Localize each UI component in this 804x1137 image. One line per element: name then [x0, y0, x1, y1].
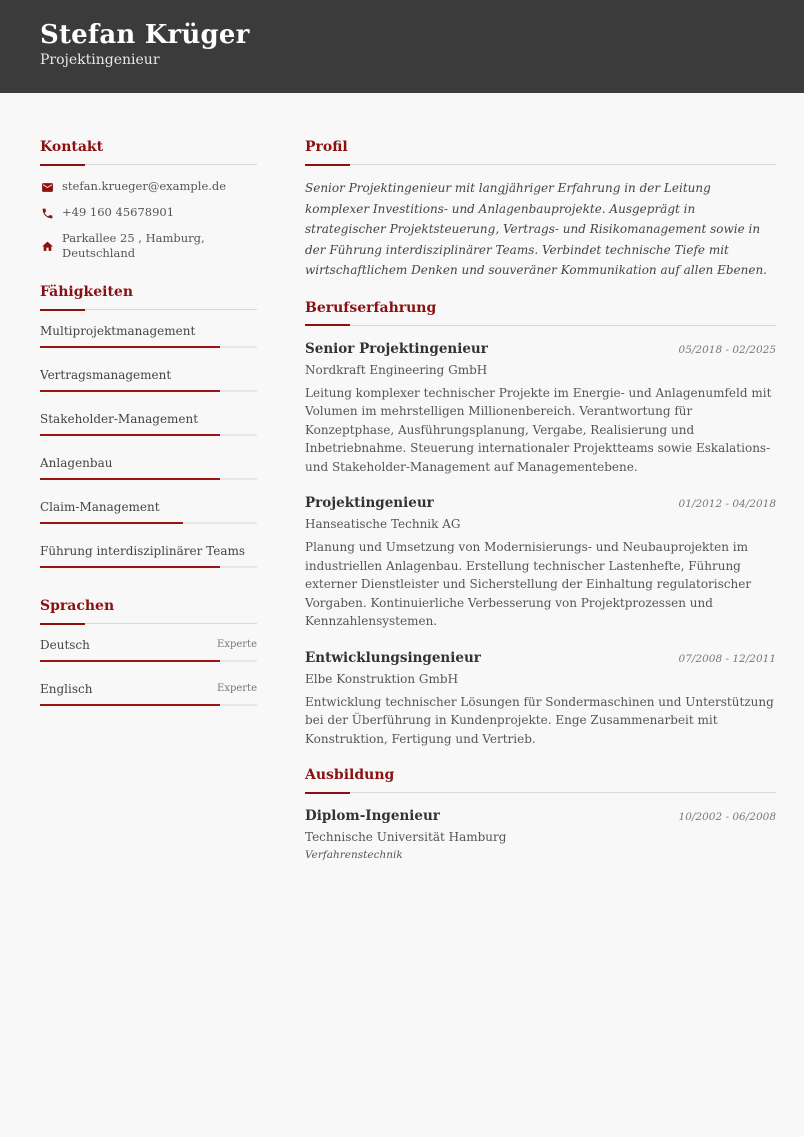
- address-text: Parkallee 25 , Hamburg, Deutschland: [62, 231, 205, 260]
- skill-item: [40, 411, 257, 455]
- language-item: [40, 681, 257, 725]
- email-link[interactable]: stefan.krueger@example.de: [62, 179, 227, 193]
- skill-label: Führung interdisziplinärer Teams: [40, 544, 246, 558]
- job-title: Entwicklungsingenieur: [305, 649, 481, 666]
- resume-body: [0, 93, 804, 881]
- experience-item: [305, 493, 776, 631]
- contact-list: [40, 179, 257, 261]
- skill-bar-fill: [40, 478, 220, 480]
- job-description: Planung und Umsetzung von Modernisierungs- und Neubauprojekten im industriellen Anlagenbau. Erstellung technischer Lastenhefte, Führung externer Dienstleister und Sicherstellung der Einhaltung regulatorischer Vorgaben. Kontinuierliche Verbesserung von Projektprozessen und Kennzahlensystemen.: [305, 540, 752, 628]
- section-divider: [305, 164, 776, 166]
- resume-header: [0, 0, 804, 93]
- job-date: 01/2012 - 04/2018: [678, 498, 776, 510]
- sidebar: [40, 93, 257, 881]
- experience-section: [305, 299, 776, 749]
- contact-phone: [40, 205, 257, 220]
- skill-bar-fill: [40, 566, 220, 568]
- job-date: 05/2018 - 02/2025: [678, 343, 776, 356]
- skills-list: [40, 323, 257, 587]
- section-title-experience: Berufserfahrung: [305, 299, 437, 316]
- section-divider: [305, 792, 776, 794]
- contact-email: [40, 179, 257, 194]
- experience-item: [305, 648, 776, 749]
- skill-bar-track: [40, 390, 257, 392]
- language-label: Deutsch: [40, 638, 90, 652]
- job-description: Entwicklung technischer Lösungen für Sondermaschinen und Unterstützung bei der Überführung in Kundenprojekte. Enge Zusammenarbeit mit Konstruktion, Fertigung und Vertrieb.: [305, 694, 774, 746]
- skill-bar-track: [40, 522, 257, 524]
- degree-title: Diplom-Ingenieur: [305, 808, 440, 824]
- language-bar-track: [40, 704, 257, 706]
- skill-bar-track: [40, 478, 257, 480]
- skill-label: Vertragsmanagement: [40, 368, 172, 382]
- skill-bar-fill: [40, 390, 220, 392]
- skill-bar-fill: [40, 434, 220, 436]
- skill-label: Claim-Management: [40, 500, 160, 514]
- education-date: 10/2002 - 06/2008: [678, 811, 776, 823]
- language-level: Experte: [217, 639, 257, 650]
- section-divider: [40, 309, 257, 311]
- skill-bar-fill: [40, 522, 183, 524]
- section-title-profile: Profil: [305, 139, 348, 155]
- job-title: Senior Projektingenieur: [305, 340, 488, 357]
- institution-name: Technische Universität Hamburg: [305, 830, 507, 844]
- languages-section: [40, 597, 257, 725]
- section-divider: [305, 325, 776, 327]
- language-label: Englisch: [40, 682, 93, 696]
- job-company: Nordkraft Engineering GmbH: [305, 362, 488, 377]
- language-bar-track: [40, 660, 257, 662]
- section-title-contact: Kontakt: [40, 139, 104, 155]
- skill-item: [40, 323, 257, 367]
- language-bar-fill: [40, 660, 220, 662]
- education-section: [305, 766, 776, 863]
- skill-item: [40, 543, 257, 587]
- skill-item: [40, 367, 257, 411]
- job-description: Leitung komplexer technischer Projekte im Energie- und Anlagenumfeld mit Volumen im mehrstelligen Millionenbereich. Verantwortung für Konzeptphase, Ausführungsplanung, Vergabe, Realisierung und Inbetriebnahme. Steuerung internationaler Projektteams sowie Eskalations- und Stakeholder-Management auf Managementebene.: [305, 385, 772, 474]
- profile-summary: Senior Projektingenieur mit langjähriger Erfahrung in der Leitung komplexer Investitions- und Anlagenbauprojekte. Ausgeprägt in strategischer Projektsteuerung, Vertrags- und Risikomanagement sowie in der Führung interdisziplinärer Teams. Verbindet technische Tiefe mit wirtschaftlichem Denken und souveräner Kommunikation auf allen Ebenen.: [305, 181, 767, 277]
- language-bar-fill: [40, 704, 220, 706]
- section-title-education: Ausbildung: [305, 767, 395, 783]
- language-item: [40, 637, 257, 681]
- contact-address: [40, 231, 257, 261]
- section-title-skills: Fähigkeiten: [40, 284, 134, 300]
- education-item: [305, 806, 776, 863]
- person-title: Projektingenieur: [40, 52, 160, 68]
- skill-label: Stakeholder-Management: [40, 412, 199, 426]
- skill-item: [40, 455, 257, 499]
- section-title-languages: Sprachen: [40, 598, 115, 614]
- experience-list: [305, 339, 776, 749]
- home-icon: [40, 239, 54, 253]
- person-name: Stefan Krüger: [40, 20, 250, 50]
- skill-bar-fill: [40, 346, 220, 348]
- language-level: Experte: [217, 683, 257, 694]
- section-divider: [40, 623, 257, 625]
- skill-bar-track: [40, 434, 257, 436]
- skills-section: [40, 283, 257, 587]
- section-divider: [40, 164, 257, 166]
- job-company: Elbe Konstruktion GmbH: [305, 671, 459, 686]
- skill-bar-track: [40, 346, 257, 348]
- skill-label: Multiprojektmanagement: [40, 324, 196, 338]
- skill-label: Anlagenbau: [40, 456, 113, 470]
- job-date: 07/2008 - 12/2011: [678, 652, 776, 665]
- skill-item: [40, 499, 257, 543]
- skill-bar-track: [40, 566, 257, 568]
- profile-section: [305, 138, 776, 281]
- education-list: [305, 806, 776, 863]
- field-of-study: Verfahrenstechnik: [305, 849, 403, 861]
- job-company: Hanseatische Technik AG: [305, 517, 461, 531]
- phone-icon: [40, 206, 54, 220]
- main-content: [305, 93, 776, 881]
- mail-icon: [40, 180, 54, 194]
- experience-item: [305, 339, 776, 477]
- job-title: Projektingenieur: [305, 495, 434, 511]
- phone-link[interactable]: +49 160 45678901: [62, 205, 175, 219]
- contact-section: [40, 138, 257, 261]
- languages-list: [40, 637, 257, 725]
